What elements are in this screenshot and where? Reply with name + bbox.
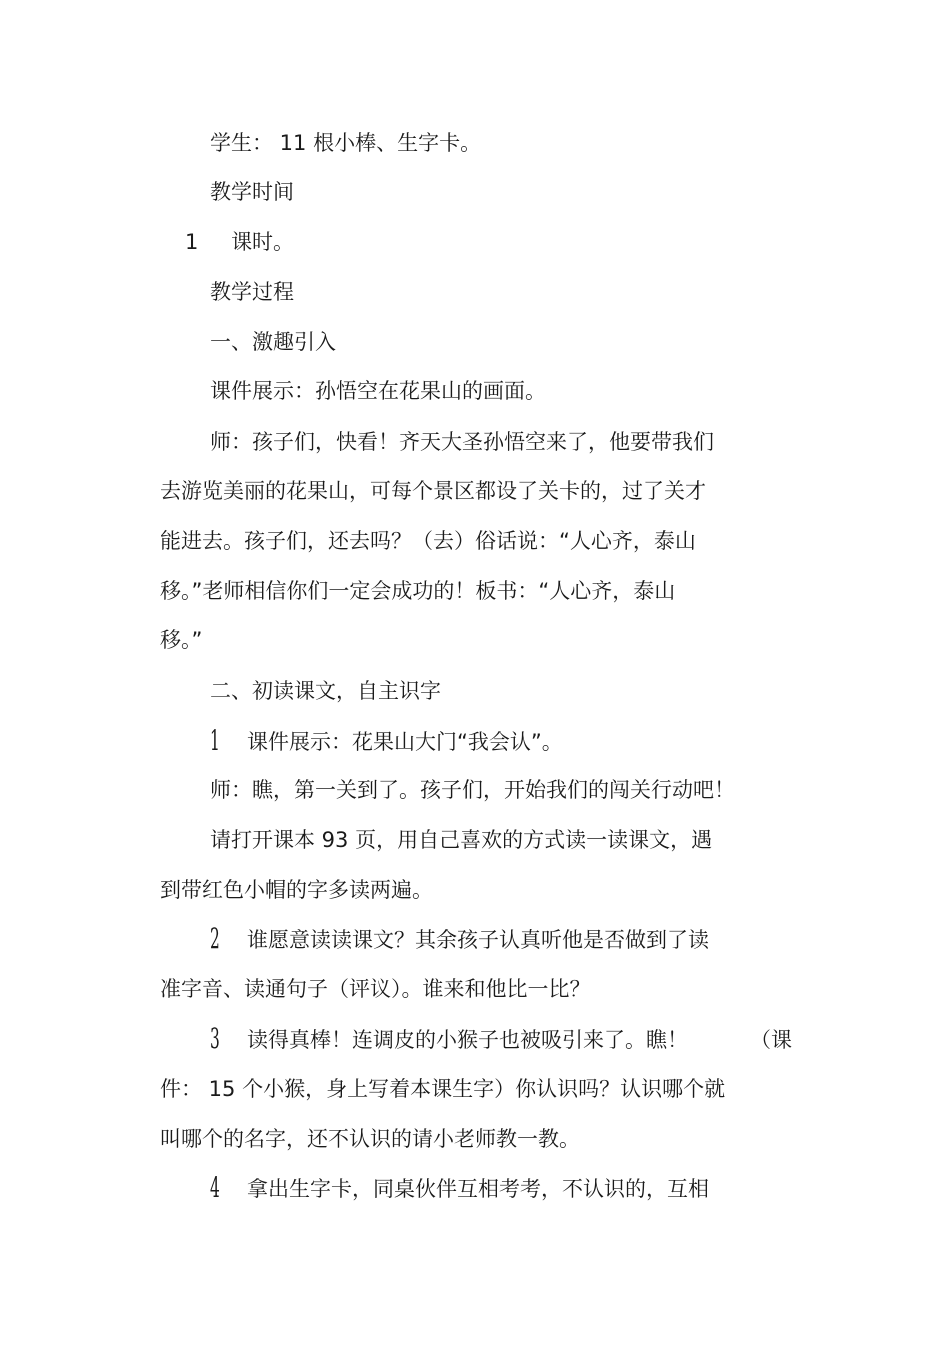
item-text: 谁愿意读读课文？其余孩子认真听他是否做到了读 bbox=[247, 928, 709, 952]
line-teaching-process: 教学过程 bbox=[210, 280, 294, 304]
item-number: 2 bbox=[210, 922, 220, 955]
numbered-item-3 bbox=[210, 1022, 688, 1055]
paragraph-line: 移。”老师相信你们一定会成功的！板书：“人心齐，泰山 bbox=[160, 579, 676, 603]
item-text: 拿出生字卡，同桌伙伴互相考考，不认识的，互相 bbox=[247, 1177, 709, 1201]
paragraph-line: 去游览美丽的花果山，可每个景区都设了关卡的，过了关才 bbox=[160, 479, 706, 503]
paragraph-line: 准字音、读通句子（评议）。谁来和他比一比？ bbox=[160, 977, 591, 1001]
item-text: 读得真棒！连调皮的小猴子也被吸引来了。瞧！ bbox=[247, 1028, 688, 1052]
item-number: 3 bbox=[210, 1022, 220, 1055]
paragraph-line: 到带红色小帽的字多读两遍。 bbox=[160, 878, 433, 902]
section-heading-1: 一、激趣引入 bbox=[210, 330, 336, 354]
lesson-unit: 课时。 bbox=[231, 230, 295, 254]
paragraph-line: 移。” bbox=[160, 628, 203, 652]
item-number: 1 bbox=[210, 724, 220, 757]
paragraph-line: 师：孩子们，快看！齐天大圣孙悟空来了，他要带我们 bbox=[210, 430, 714, 454]
paragraph-line: 课件展示：孙悟空在花果山的画面。 bbox=[210, 379, 546, 403]
lesson-number: 1 bbox=[185, 230, 199, 254]
numbered-item-4 bbox=[210, 1171, 709, 1204]
paragraph-line: 叫哪个的名字，还不认识的请小老师教一教。 bbox=[160, 1127, 580, 1151]
paragraph-line: 能进去。孩子们，还去吗？（去）俗话说：“人心齐，泰山 bbox=[160, 529, 696, 553]
line-teaching-time: 教学时间 bbox=[210, 180, 294, 204]
section-heading-2: 二、初读课文，自主识字 bbox=[210, 679, 441, 703]
numbered-item-1 bbox=[210, 724, 563, 757]
line-tail: （课 bbox=[750, 1028, 792, 1052]
line-materials: 学生： 11 根小棒、生字卡。 bbox=[210, 131, 482, 155]
numbered-item-2 bbox=[210, 922, 709, 955]
paragraph-line: 请打开课本 93 页，用自己喜欢的方式读一读课文，遇 bbox=[210, 828, 713, 852]
item-number: 4 bbox=[210, 1171, 220, 1204]
paragraph-line: 师：瞧，第一关到了。孩子们，开始我们的闯关行动吧！ bbox=[210, 778, 735, 802]
item-text: 课件展示：花果山大门“我会认”。 bbox=[247, 730, 563, 754]
paragraph-line: 件： 15 个小猴，身上写着本课生字）你认识吗？认识哪个就 bbox=[160, 1077, 726, 1101]
line-lesson-count bbox=[185, 232, 294, 253]
